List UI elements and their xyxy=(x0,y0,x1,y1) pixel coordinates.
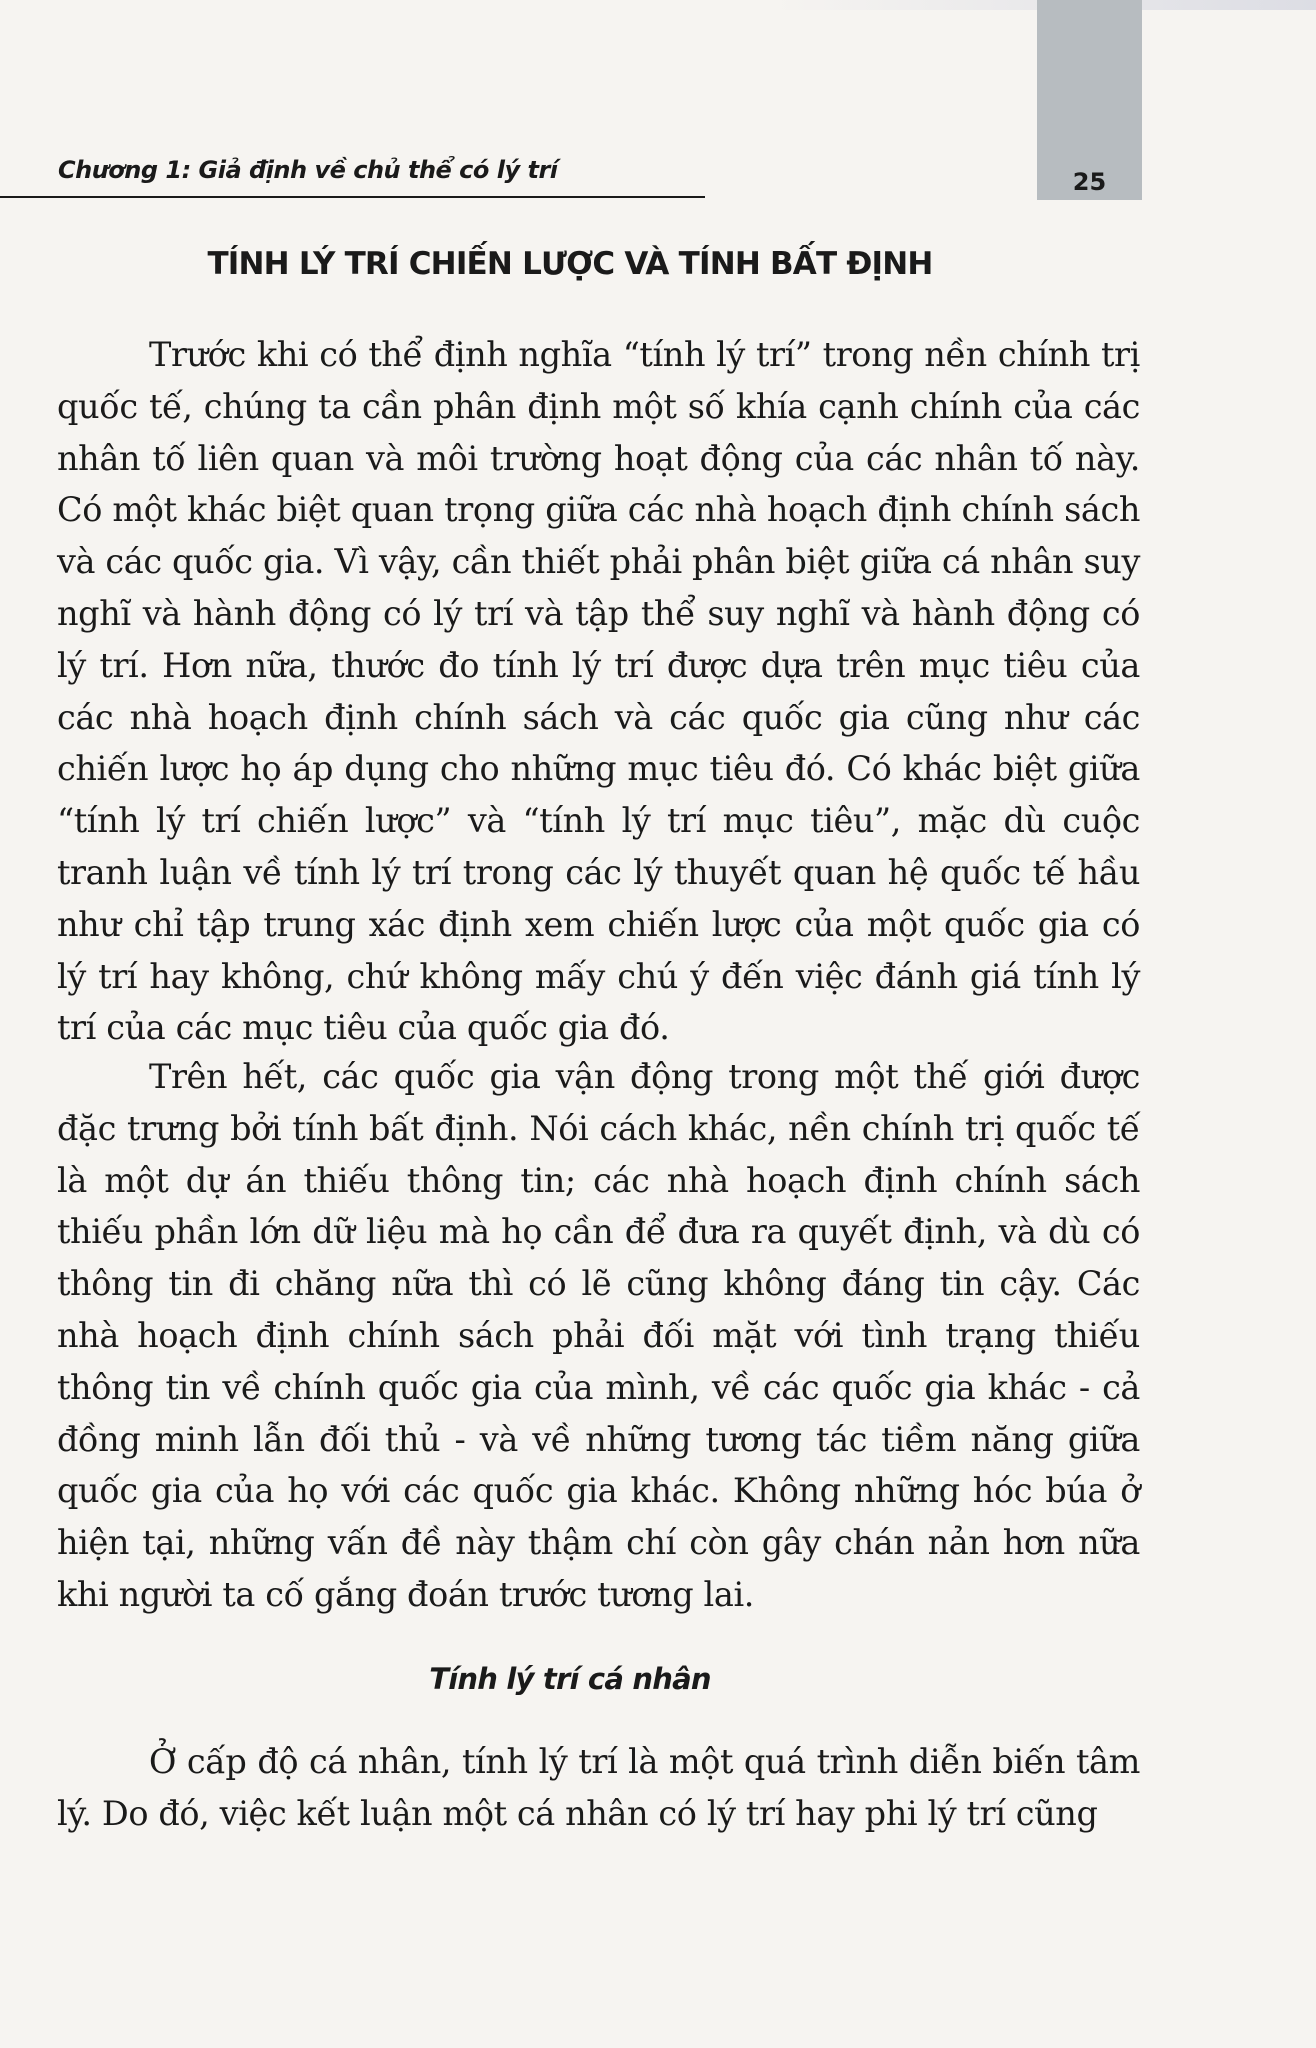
body-paragraph-3: Ở cấp độ cá nhân, tính lý trí là một quá trình diễn biến tâm lý. Do đó, việc kết luận một cá nhân có lý trí hay phi lý trí cũng xyxy=(57,1742,1140,1833)
body-paragraph-2: Trên hết, các quốc gia vận động trong một thế giới được đặc trưng bởi tính bất định. Nói cách khác, nền chính trị quốc tế là một dự án thiếu thông tin; các nhà hoạch định chính sách thiếu phần lớn dữ liệu mà họ cần để đưa ra quyết định, và dù có thông tin đi chăng nữa thì có lẽ cũng không đáng tin cậy. Các nhà hoạch định chính sách phải đối mặt với tình trạng thiếu thông tin về chính quốc gia của mình, về các quốc gia khác - cả đồng minh lẫn đối thủ - và về những tương tác tiềm năng giữa quốc gia của họ với các quốc gia khác. Không những hóc búa ở hiện tại, những vấn đề này thậm chí còn gây chán nản hơn nữa khi người ta cố gắng đoán trước tương lai. xyxy=(57,1057,1140,1614)
section-title: TÍNH LÝ TRÍ CHIẾN LƯỢC VÀ TÍNH BẤT ĐỊNH xyxy=(207,246,933,282)
header-rule xyxy=(0,196,705,198)
page-number: 25 xyxy=(1072,168,1107,196)
running-head: Chương 1: Giả định về chủ thể có lý trí xyxy=(58,156,558,184)
body-paragraph-1: Trước khi có thể định nghĩa “tính lý trí” trong nền chính trị quốc tế, chúng ta cần phân định một số khía cạnh chính của các nhân tố liên quan và môi trường hoạt động của các nhân tố này. Có một khác biệt quan trọng giữa các nhà hoạch định chính sách và các quốc gia. Vì vậy, cần thiết phải phân biệt giữa cá nhân suy nghĩ và hành động có lý trí và tập thể suy nghĩ và hành động có lý trí. Hơn nữa, thước đo tính lý trí được dựa trên mục tiêu của các nhà hoạch định chính sách và các quốc gia cũng như các chiến lược họ áp dụng cho những mục tiêu đó. Có khác biệt giữa “tính lý trí chiến lược” và “tính lý trí mục tiêu”, mặc dù cuộc tranh luận về tính lý trí trong các lý thuyết quan hệ quốc tế hầu như chỉ tập trung xác định xem chiến lược của một quốc gia có lý trí hay không, chứ không mấy chú ý đến việc đánh giá tính lý trí của các mục tiêu của quốc gia đó. xyxy=(57,335,1140,1048)
subsection-title: Tính lý trí cá nhân xyxy=(429,1662,711,1696)
